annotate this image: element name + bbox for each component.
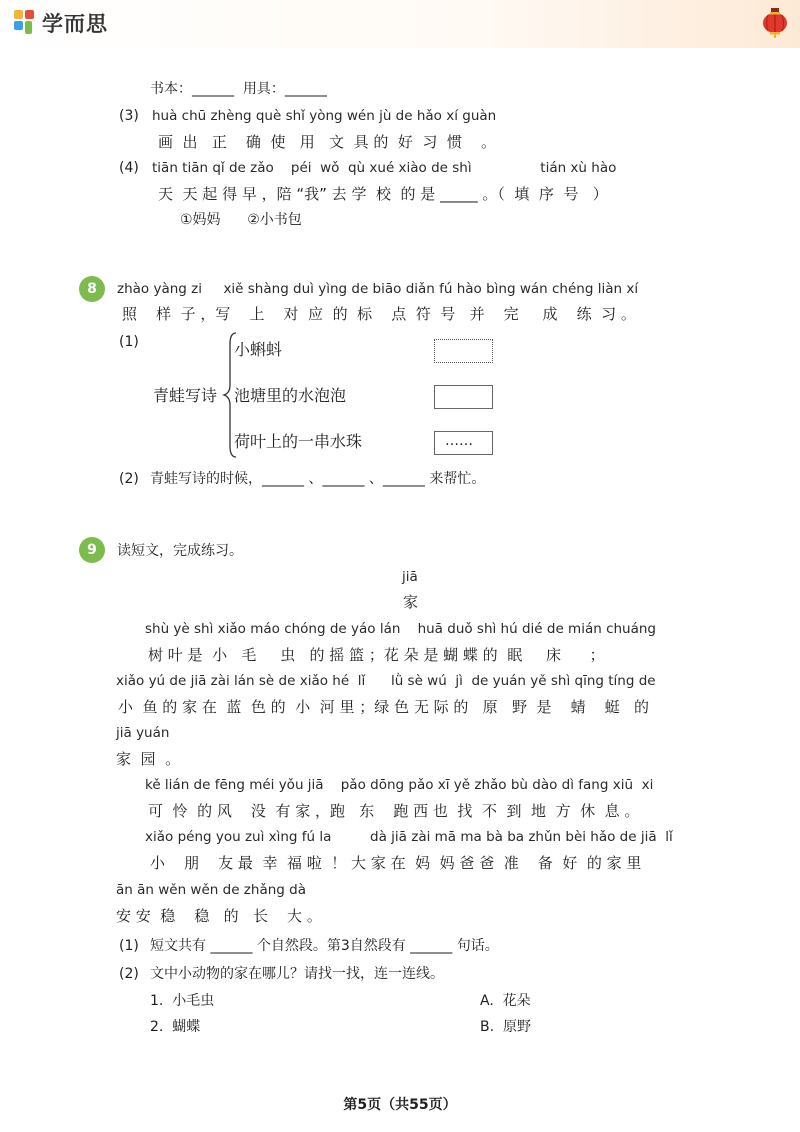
line6-pinyin: ān ān wěn wěn de zhǎng dà [116, 882, 306, 898]
q9-s1-text: 短文共有 ______ 个自然段。第3自然段有 ______ 句话。 [150, 938, 499, 954]
q9-s2-number: (2) [119, 966, 139, 982]
q7-options: ①妈妈 ②小书包 [180, 212, 302, 228]
logo [14, 9, 108, 37]
q7-p4-hanzi: 天 天 起 得 早 ，陪 “我” 去 学 校 的 是 _____ 。（ 填 序 号 ） [158, 185, 608, 203]
line5-pinyin: xiǎo péng you zuì xìng fú la dà jiā zài mā ma bà ba zhǔn bèi hǎo de jiā lǐ [145, 829, 673, 845]
q7-p3-hanzi: 画 出 正 确 使 用 文 具 的 好 习 惯 。 [158, 133, 497, 151]
q8-hanzi: 照 样 子 ，写 上 对 应 的 标 点 符 号 并 完 成 练 习 。 [122, 305, 636, 323]
line3-hanzi: 家 园 。 [116, 750, 181, 768]
match-left-1[interactable]: 1. 小毛虫 [150, 993, 215, 1009]
branch-1: 小蝌蚪 [234, 340, 283, 359]
lantern-icon [762, 8, 788, 38]
page-header [0, 0, 800, 48]
line5-hanzi: 小 朋 友 最 幸 福 啦 ！ 大 家 在 妈 妈 爸 爸 准 备 好 的 家 里 [150, 854, 642, 872]
q8-pinyin: zhào yàng zi xiě shàng duì yìng de biāo diǎn fú hào bìng wán chéng liàn xí [117, 281, 639, 297]
punctuation-box-1[interactable] [434, 339, 493, 363]
line1-pinyin: shù yè shì xiǎo máo chóng de yáo lán huā duǒ shì hú dié de mián chuáng [145, 621, 656, 637]
branch-2: 池塘里的水泡泡 [234, 386, 347, 405]
branch-3: 荷叶上的一串水珠 [234, 432, 363, 451]
line6-hanzi: 安 安 稳 稳 的 长 大 。 [116, 907, 322, 925]
title-hanzi: 家 [403, 593, 419, 611]
match-right-1[interactable]: A. 花朵 [480, 993, 531, 1009]
logo-text: 学而思 [42, 12, 108, 36]
q7-p3-number: (3) [119, 108, 139, 124]
line2-pinyin: xiǎo yú de jiā zài lán sè de xiǎo hé lǐ lǜ sè wú jì de yuán yě shì qīng tíng de [116, 673, 656, 689]
q8-p2-number: (2) [119, 471, 139, 487]
match-left-2[interactable]: 2. 蝴蝶 [150, 1019, 201, 1035]
q7-fill-line: 书本：______ 用具：______ [150, 81, 327, 97]
line4-pinyin: kě lián de fēng méi yǒu jiā pǎo dōng pǎo xī yě zhǎo bù dào dì fang xiū xi [145, 777, 654, 793]
ellipsis-mark: …… [445, 433, 473, 449]
poem-title: 青蛙写诗 [153, 386, 218, 405]
title-pinyin: jiā [402, 569, 418, 585]
line4-hanzi: 可 怜 的 风 没 有 家 ，跑 东 跑 西 也 找 不 到 地 方 休 息 。 [148, 802, 640, 820]
logo-mark-icon [14, 10, 38, 36]
q8-p2-text: 青蛙写诗的时候，______ 、______ 、______ 来帮忙。 [150, 471, 486, 487]
q9-s1-number: (1) [119, 938, 139, 954]
q7-p3-pinyin: huà chū zhèng què shǐ yòng wén jù de hǎo xí guàn [152, 108, 497, 124]
punctuation-box-3[interactable] [434, 431, 493, 455]
q7-p4-pinyin: tiān tiān qǐ de zǎo péi wǒ qù xué xiào de shì tián xù hào [152, 160, 617, 176]
page-number: 第5页（共55页） [343, 1097, 457, 1113]
line3-pinyin: jiā yuán [116, 725, 170, 741]
line2-hanzi: 小 鱼 的 家 在 蓝 色 的 小 河 里 ；绿 色 无 际 的 原 野 是 蜻 蜓 的 [118, 698, 649, 716]
question-8-badge: 8 [79, 276, 105, 302]
q9-s2-text: 文中小动物的家在哪儿？请找一找，连一连线。 [150, 966, 444, 982]
q9-intro: 读短文，完成练习。 [117, 543, 243, 559]
punctuation-box-2[interactable] [434, 385, 493, 409]
line1-hanzi: 树 叶 是 小 毛 虫 的 摇 篮 ；花 朵 是 蝴 蝶 的 眠 床 ； [148, 646, 605, 664]
q7-p4-number: (4) [119, 160, 139, 176]
q8-p1-number: (1) [119, 334, 139, 350]
match-right-2[interactable]: B. 原野 [480, 1019, 531, 1035]
question-9-badge: 9 [79, 537, 105, 563]
